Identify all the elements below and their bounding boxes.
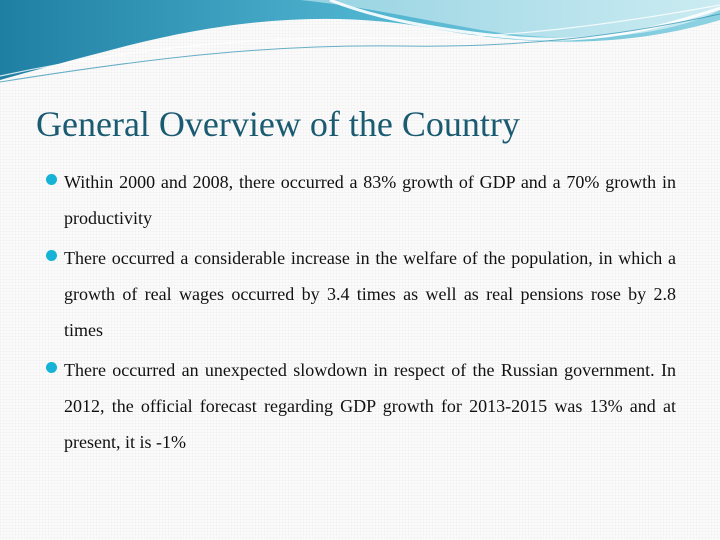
bullet-item — [44, 240, 676, 348]
bullet-text: Within 2000 and 2008, there occurred a 83% growth of GDP and a 70% growth in productivity — [64, 172, 676, 228]
bullet-dot-icon — [46, 250, 57, 261]
bullet-dot-icon — [46, 174, 57, 185]
bullet-dot-icon — [46, 362, 57, 373]
bullet-list — [44, 164, 676, 464]
header-wave-decoration — [0, 0, 720, 90]
bullet-text: There occurred an unexpected slowdown in respect of the Russian government. In 2012, the official forecast regarding GDP growth for 2013-2015 was 13% and at present, it is -1% — [64, 360, 676, 452]
bullet-text: There occurred a considerable increase in the welfare of the population, in which a growth of real wages occurred by 3.4 times as well as real pensions rose by 2.8 times — [64, 248, 676, 340]
slide-title: General Overview of the Country — [36, 104, 520, 144]
bullet-item — [44, 164, 676, 236]
bullet-item — [44, 352, 676, 460]
